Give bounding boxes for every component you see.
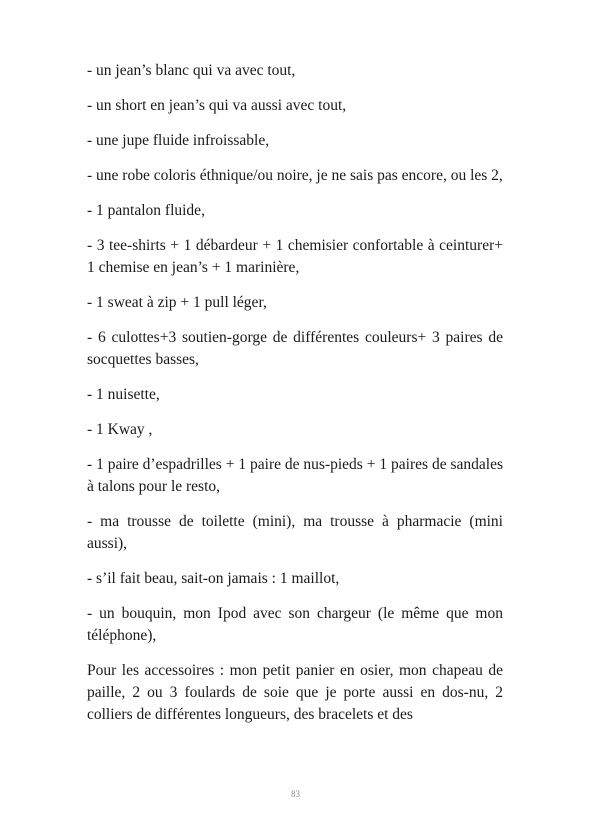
accessories-paragraph: Pour les accessoires : mon petit panier en osier, mon chapeau de paille, 2 ou 3 foulards de soie que je porte aussi en dos-nu, 2 colliers de différentes longueurs, des bracelets et des [87, 662, 503, 723]
list-item: - un short en jean’s qui va aussi avec tout, [87, 97, 347, 114]
list-item: - 1 Kway , [87, 421, 153, 438]
list-item: - une robe coloris éthnique/ou noire, je ne sais pas encore, ou les 2, [87, 167, 503, 184]
list-item: - 6 culottes+3 soutien-gorge de différentes couleurs+ 3 paires de socquettes basses, [87, 329, 503, 368]
page-number: 83 [291, 789, 300, 799]
list-item: - 1 nuisette, [87, 386, 160, 403]
page-body [87, 60, 503, 726]
list-item: - 1 sweat à zip + 1 pull léger, [87, 294, 267, 311]
list-item: - un jean’s blanc qui va avec tout, [87, 62, 296, 79]
list-item: - 1 pantalon fluide, [87, 202, 205, 219]
list-item: - 1 paire d’espadrilles + 1 paire de nus-pieds + 1 paires de sandales à talons pour le resto, [87, 456, 503, 495]
list-item: - ma trousse de toilette (mini), ma trousse à pharmacie (mini aussi), [87, 513, 503, 552]
list-item: - 3 tee-shirts + 1 débardeur + 1 chemisier confortable à ceinturer+ 1 chemise en jean’s + 1 marinière, [87, 237, 503, 276]
list-item: - un bouquin, mon Ipod avec son chargeur (le même que mon téléphone), [87, 605, 503, 644]
list-item: - s’il fait beau, sait-on jamais : 1 maillot, [87, 570, 340, 587]
list-item: - une jupe fluide infroissable, [87, 132, 270, 149]
